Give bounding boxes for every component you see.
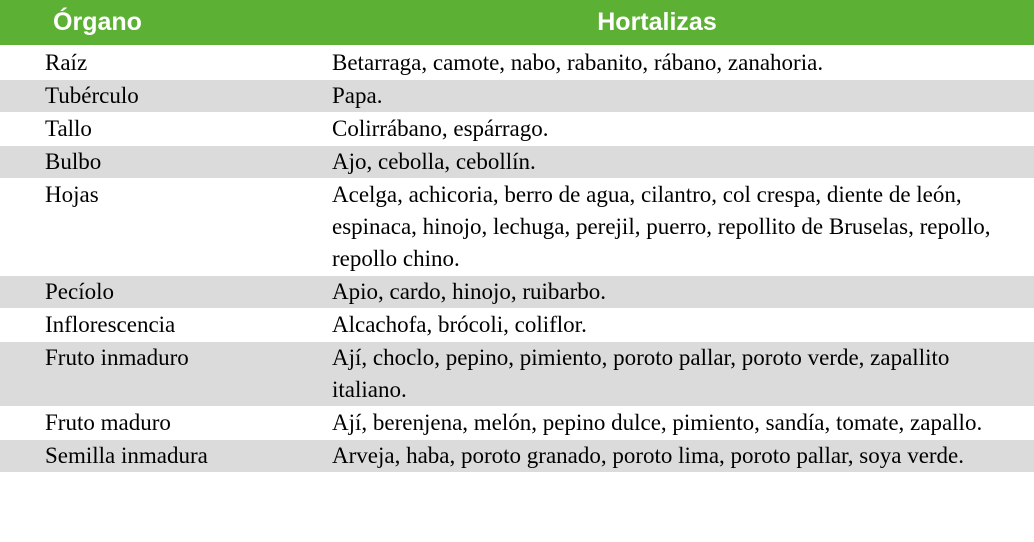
header-vegetables: Hortalizas <box>320 0 1034 46</box>
header-row <box>0 0 1034 46</box>
organ-cell: Semilla inmadura <box>0 440 320 473</box>
organ-cell: Tubérculo <box>0 80 320 113</box>
organ-cell: Pecíolo <box>0 276 320 309</box>
organ-cell: Inflorescencia <box>0 309 320 342</box>
table-row <box>0 407 1034 440</box>
table-row <box>0 80 1034 113</box>
vegetables-cell: Betarraga, camote, nabo, rabanito, rábano, zanahoria. <box>320 46 1034 80</box>
organ-cell: Fruto maduro <box>0 407 320 440</box>
organ-cell: Tallo <box>0 113 320 146</box>
vegetables-cell: Acelga, achicoria, berro de agua, cilantro, col crespa, diente de león, espinaca, hinojo, lechuga, perejil, puerro, repollito de Bruselas, repollo, repollo chino. <box>320 179 1034 276</box>
table-row <box>0 179 1034 276</box>
vegetables-cell: Arveja, haba, poroto granado, poroto lima, poroto pallar, soya verde. <box>320 440 1034 473</box>
organ-cell: Hojas <box>0 179 320 276</box>
vegetables-cell: Ají, choclo, pepino, pimiento, poroto pallar, poroto verde, zapallito italiano. <box>320 342 1034 407</box>
organ-cell: Bulbo <box>0 146 320 179</box>
organ-cell: Fruto inmaduro <box>0 342 320 407</box>
table-row <box>0 276 1034 309</box>
table-row <box>0 146 1034 179</box>
table-row <box>0 342 1034 407</box>
vegetables-cell: Ají, berenjena, melón, pepino dulce, pimiento, sandía, tomate, zapallo. <box>320 407 1034 440</box>
vegetables-cell: Alcachofa, brócoli, coliflor. <box>320 309 1034 342</box>
organ-cell: Raíz <box>0 46 320 80</box>
table-row <box>0 113 1034 146</box>
header-organ: Órgano <box>0 0 320 46</box>
vegetables-cell: Ajo, cebolla, cebollín. <box>320 146 1034 179</box>
vegetables-cell: Apio, cardo, hinojo, ruibarbo. <box>320 276 1034 309</box>
vegetables-cell: Papa. <box>320 80 1034 113</box>
vegetables-cell: Colirrábano, espárrago. <box>320 113 1034 146</box>
table-row <box>0 440 1034 473</box>
table-row <box>0 46 1034 80</box>
table-row <box>0 309 1034 342</box>
